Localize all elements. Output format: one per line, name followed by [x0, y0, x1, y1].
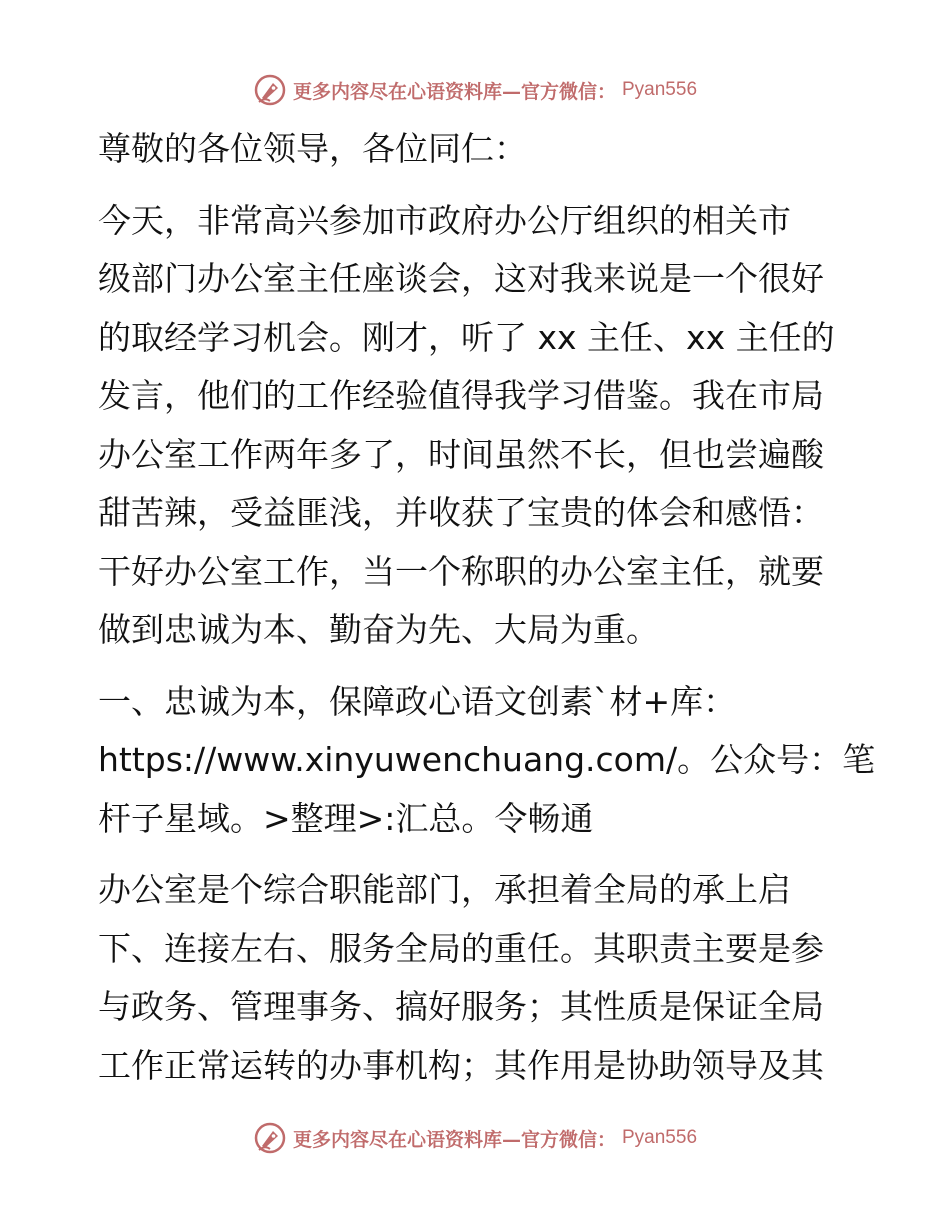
text-line: 工作正常运转的办事机构；其作用是协助领导及其 [98, 1045, 824, 1085]
footer-banner-wechat-id: Pyan556 [622, 1127, 698, 1148]
text-line: 一、忠诚为本，保障政心语文创素`材+库： [98, 681, 737, 721]
header-banner-wechat-id: Pyan556 [622, 79, 698, 100]
document-body [98, 120, 876, 1095]
paragraph-intro [98, 192, 858, 660]
footer-banner-text: 更多内容尽在心语资料库—官方微信： [292, 1128, 616, 1151]
text-line: 杆子星域。>整理>:汇总。令畅通 [98, 798, 594, 838]
text-line: 尊敬的各位领导，各位同仁： [98, 129, 527, 168]
text-line: 下、连接左右、服务全局的重任。其职责主要是参 [98, 928, 824, 968]
paragraph-section-heading [98, 673, 876, 849]
pen-nib-logo-icon [253, 1121, 287, 1155]
text-line: https://www.xinyuwenchuang.com/。公众号：笔 [98, 740, 876, 779]
header-watermark-banner [0, 70, 950, 110]
text-line: 级部门办公室主任座谈会，这对我来说是一个很好 [98, 259, 824, 298]
footer-watermark-banner [0, 1118, 950, 1158]
pen-nib-logo-icon [253, 73, 287, 107]
text-line: 干好办公室工作，当一个称职的办公室主任，就要 [98, 551, 824, 591]
text-line: 甜苦辣，受益匪浅，并收获了宝贵的体会和感悟： [98, 493, 824, 532]
text-line: 发言，他们的工作经验值得我学习借鉴。我在市局 [98, 376, 824, 415]
paragraph-salutation [98, 120, 858, 179]
text-line: 的取经学习机会。刚才，听了 xx 主任、xx 主任的 [98, 317, 835, 357]
header-banner-text: 更多内容尽在心语资料库—官方微信： [292, 80, 616, 103]
text-line: 做到忠诚为本、勤奋为先、大局为重。 [98, 610, 659, 649]
paragraph-office-role [98, 861, 858, 1095]
text-line: 办公室是个综合职能部门，承担着全局的承上启 [98, 870, 791, 909]
text-line: 办公室工作两年多了，时间虽然不长，但也尝遍酸 [98, 434, 824, 474]
text-line: 今天，非常高兴参加市政府办公厅组织的相关市 [98, 200, 791, 240]
text-line: 与政务、管理事务、搞好服务；其性质是保证全局 [98, 987, 824, 1026]
